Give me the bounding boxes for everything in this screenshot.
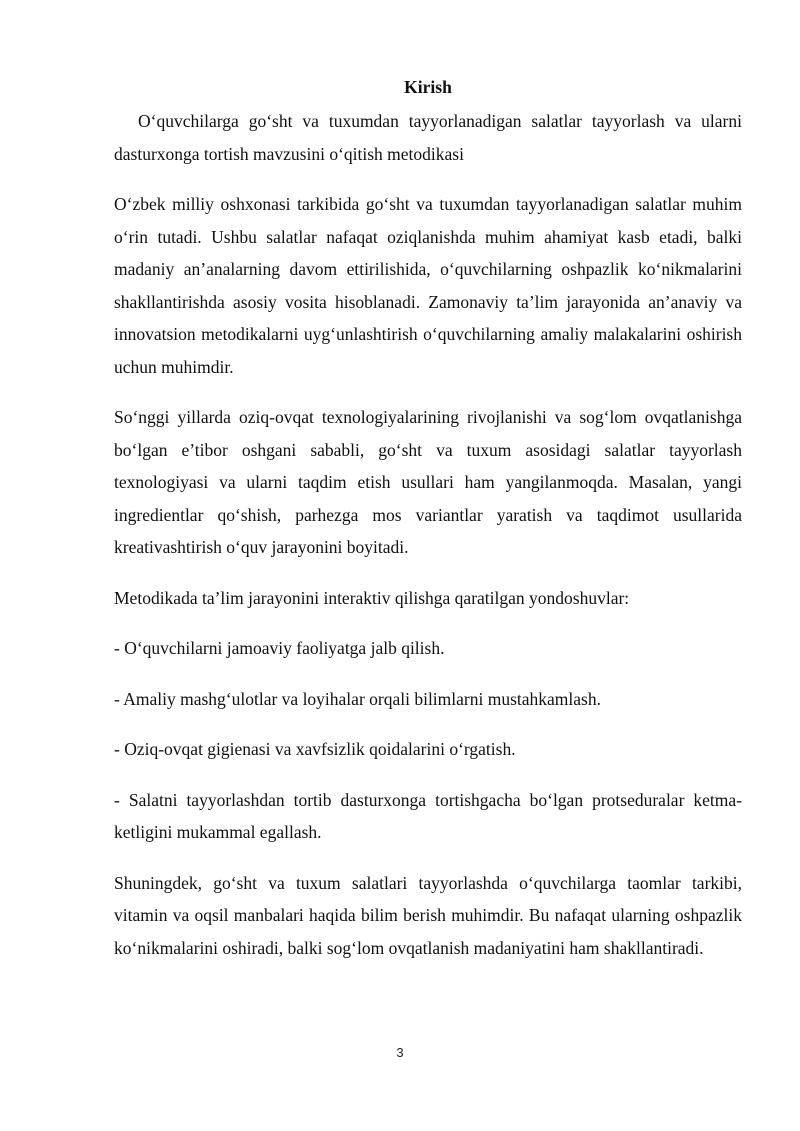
list-item: - O‘quvchilarni jamoaviy faoliyatga jalb qilish. [114,638,445,658]
body-paragraph: Shuningdek, go‘sht va tuxum salatlari tayyorlashda o‘quvchilarga taomlar tarkibi, vitamin va oqsil manbalari haqida bilim berish muhimdir. Bu nafaqat ularning oshpazlik ko‘nikmalarini oshiradi, balki sog‘lom ovqatlanish madaniyatini ham shakllantiradi. [114,872,742,958]
document-body [114,73,742,982]
subtitle-paragraph: O‘quvchilarga go‘sht va tuxumdan tayyorlanadigan salatlar tayyorlash va ularni dasturxonga tortish mavzusini o‘qitish metodikasi [114,111,742,164]
list-item: - Oziq-ovqat gigienasi va xavfsizlik qoidalarini o‘rgatish. [114,739,516,759]
list-item: - Salatni tayyorlashdan tortib dasturxonga tortishgacha bo‘lgan protseduralar ketma-ketligini mukammal egallash. [114,789,742,842]
body-paragraph: So‘nggi yillarda oziq-ovqat texnologiyalarining rivojlanishi va sog‘lom ovqatlanishga bo‘lgan e’tibor oshgani sababli, go‘sht va tuxum asosidagi salatlar tayyorlash texnologiyasi va ularni taqdim etish usullari ham yangilanmoqda. Masalan, yangi ingredientlar qo‘shish, parhezga mos variantlar yaratish va taqdimot usullarida kreativashtirish o‘quv jarayonini boyitadi. [114,407,742,557]
section-title: Kirish [404,77,452,97]
page-number: 3 [396,1045,404,1060]
body-paragraph: Metodikada ta’lim jarayonini interaktiv qilishga qaratilgan yondoshuvlar: [114,587,630,608]
list-item: - Amaliy mashg‘ulotlar va loyihalar orqali bilimlarni mustahkamlash. [114,688,601,709]
body-paragraph: O‘zbek milliy oshxonasi tarkibida go‘sht va tuxumdan tayyorlanadigan salatlar muhim o‘rin tutadi. Ushbu salatlar nafaqat oziqlanishda muhim ahamiyat kasb etadi, balki madaniy an’analarning davom ettirilishida, o‘quvchilarning oshpazlik ko‘nikmalarini shakllantirishda asosiy vosita hisoblanadi. Zamonaviy ta’lim jarayonida an’anaviy va innovatsion metodikalarni uyg‘unlashtirish o‘quvchilarning amaliy malakalarini oshirish uchun muhimdir. [114,194,742,377]
